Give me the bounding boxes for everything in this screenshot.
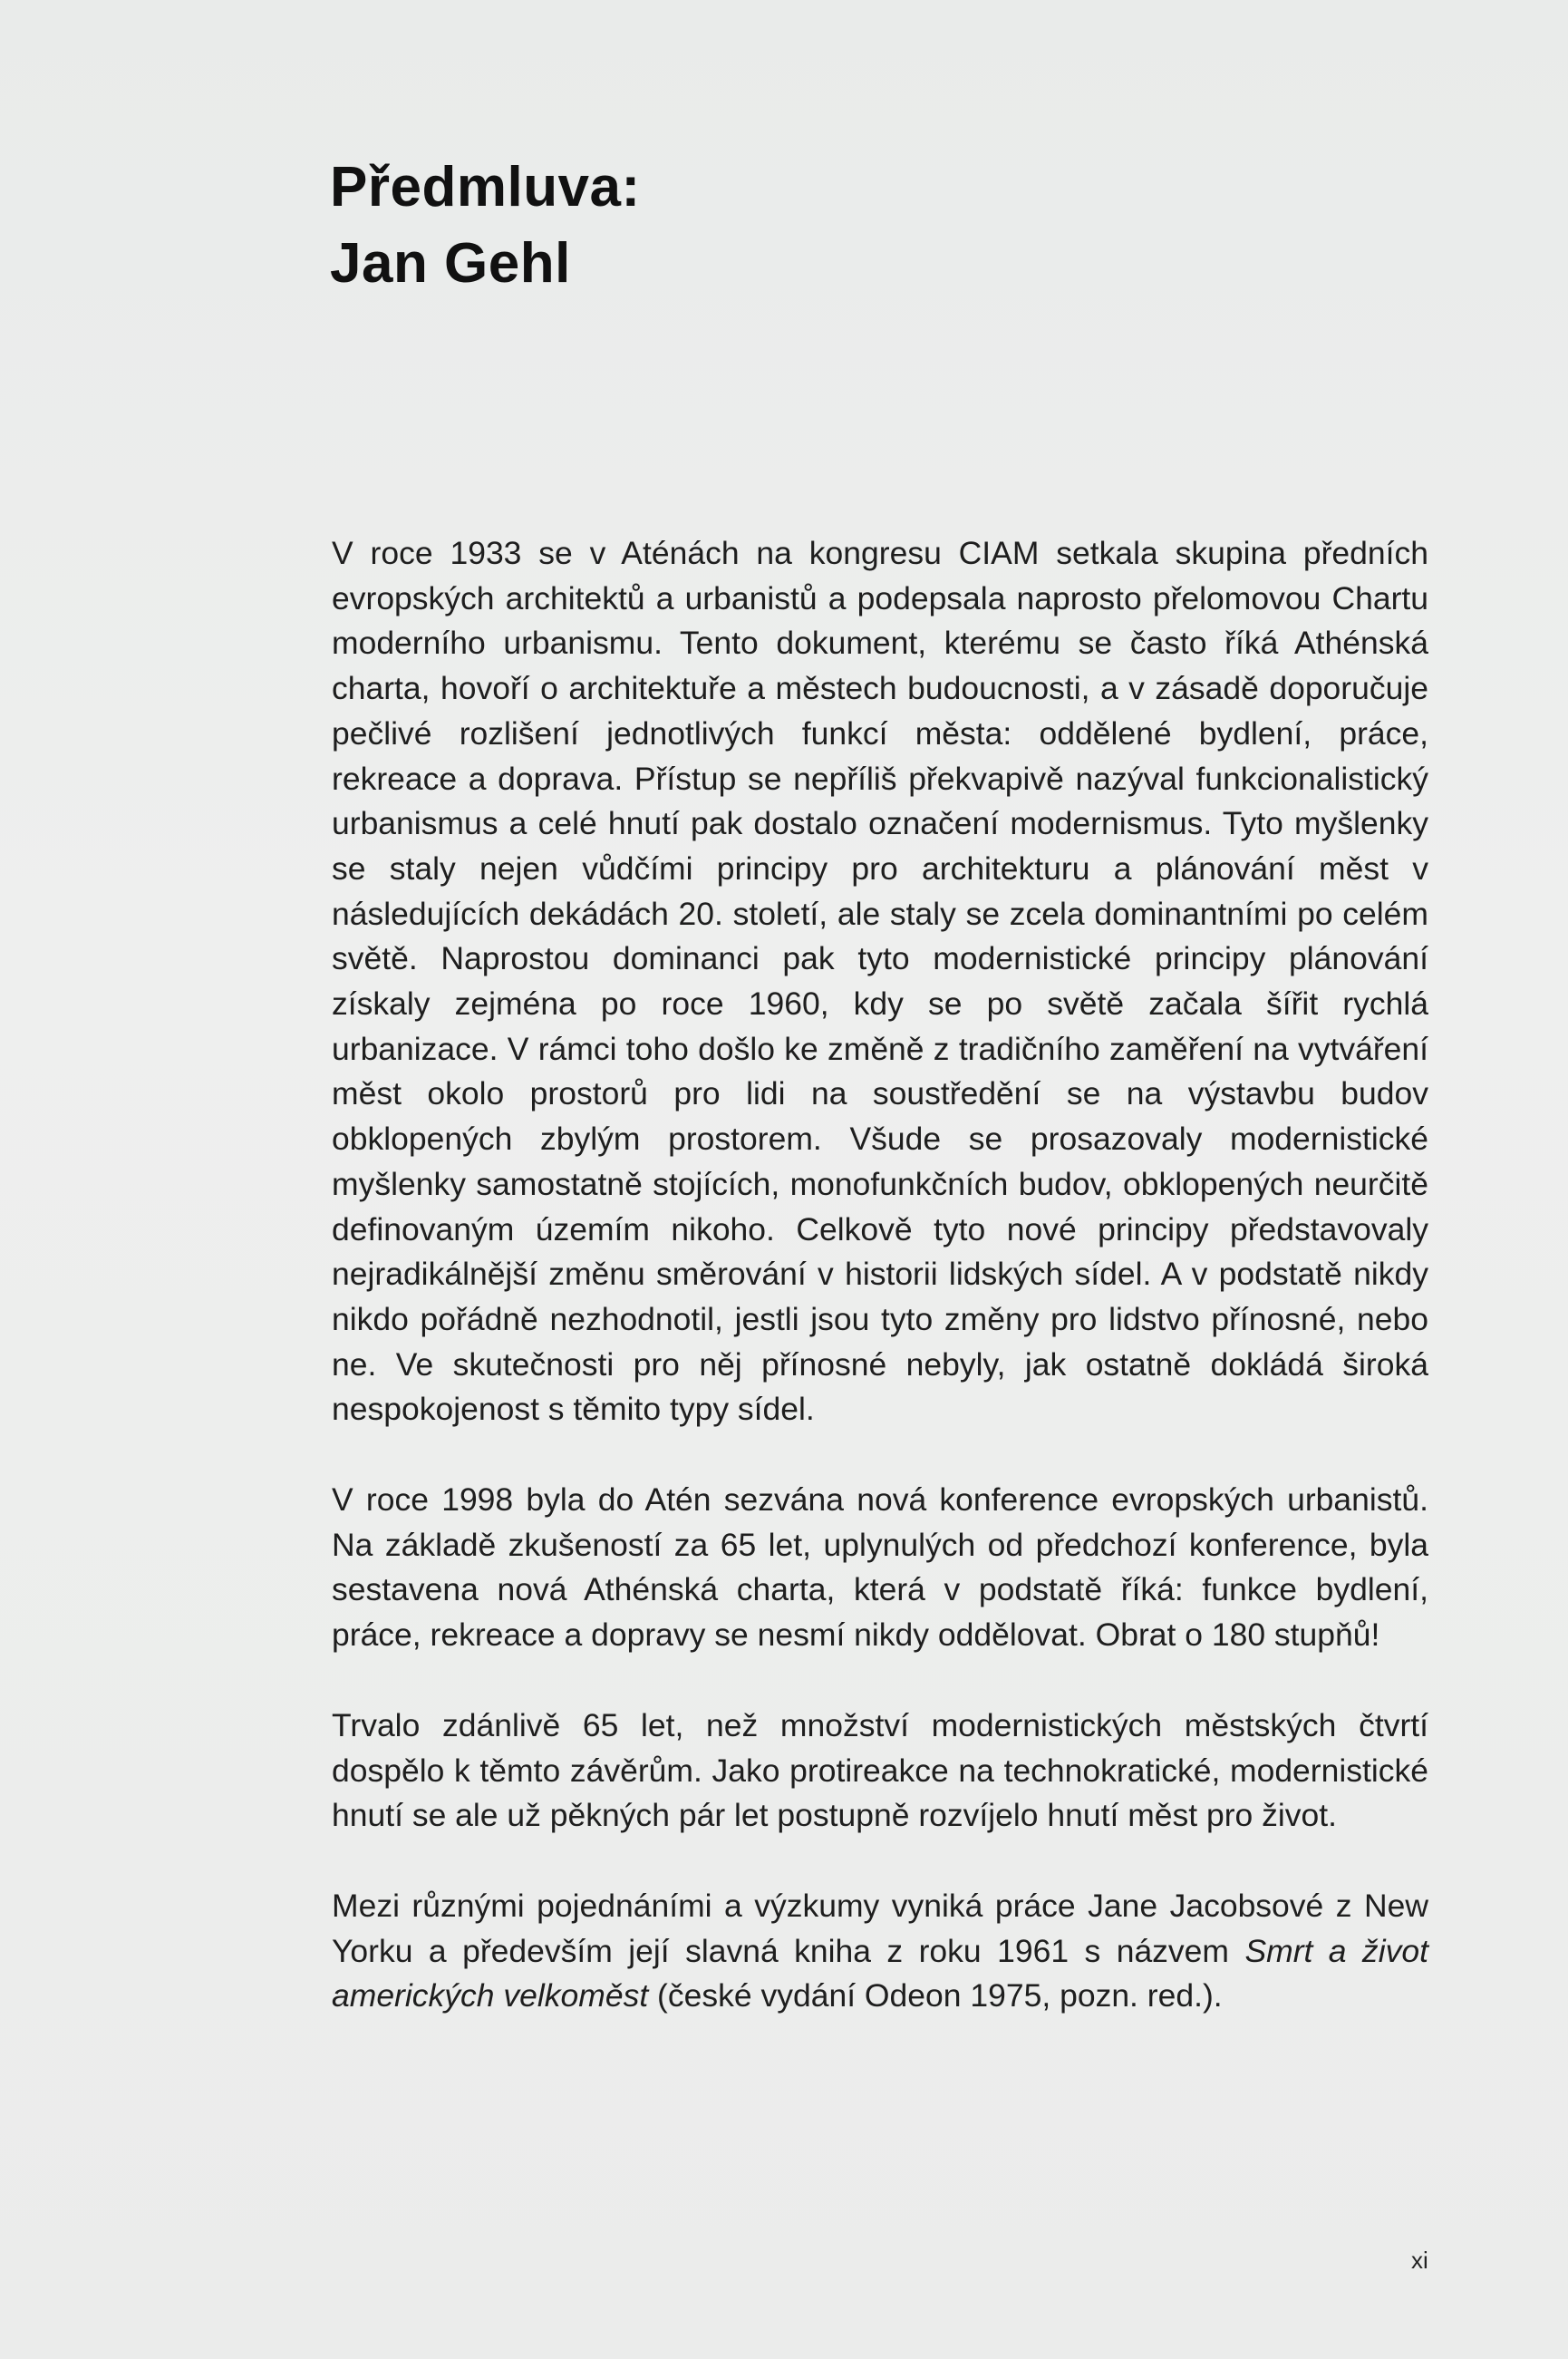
page-number: xi (1411, 2247, 1428, 2274)
title-line-2: Jan Gehl (330, 232, 571, 295)
title-line-1: Předmluva: (330, 156, 641, 218)
book-title-italic: Smrt a život amerických velkoměst (332, 1932, 1428, 2014)
body-text (332, 531, 1428, 2064)
paragraph-4 (332, 1884, 1428, 2019)
paragraph-1: V roce 1933 se v Aténách na kongresu CIAM setkala skupina předních evropských architektů a urbanistů a podepsala naprosto přelomovou Chartu moderního urbanismu. Tento dokument, kterému se často říká Athénská charta, hovoří o architektuře a městech budoucnosti, a v zásadě doporučuje pečlivé rozlišení jednotlivých funkcí města: oddělené bydlení, práce, rekreace a doprava. Přístup se nepříliš překvapivě nazýval funkcionalistický urbanismus a celé hnutí pak dostalo označení modernismus. Tyto myšlenky se staly nejen vůdčími principy pro architekturu a plánování měst v následujících dekádách 20. století, ale staly se zcela dominantními po celém světě. Naprostou dominanci pak tyto modernistické principy plánování získaly zejména po roce 1960, kdy se po světě začala šířit rychlá urbanizace. V rámci toho došlo ke změně z tradičního zaměření na vytváření měst okolo prostorů pro lidi na soustředění se na výstavbu budov obklopených zbylým prostorem. Všude se prosazovaly modernistické myšlenky samostatně stojících, monofunkčních budov, obklopených neurčitě definovaným územím nikoho. Celkově tyto nové principy představovaly nejradikálnější změnu směrování v historii lidských sídel. A v podstatě nikdy nikdo pořádně nezhodnotil, jestli jsou tyto změny pro lidstvo přínosné, nebo ne. Ve skutečnosti pro něj přínosné nebyly, jak ostatně dokládá široká nespokojenost s těmito typy sídel. (332, 535, 1428, 1428)
paragraph-2: V roce 1998 byla do Atén sezvána nová konference evropských urbanistů. Na základě zkušeností za 65 let, uplynulých od předchozí konference, byla sestavena nová Athénská charta, která v podstatě říká: funkce bydlení, práce, rekreace a dopravy se nesmí nikdy oddělovat. Obrat o 180 stupňů! (332, 1481, 1428, 1654)
page-title (330, 150, 641, 302)
paragraph-3: Trvalo zdánlivě 65 let, než množství modernistických městských čtvrtí dospělo k těmto závěrům. Jako protireakce na technokratické, modernistické hnutí se ale už pěkných pár let postupně rozvíjelo hnutí měst pro život. (332, 1706, 1428, 1834)
paragraph-4-text-after: (české vydání Odeon 1975, pozn. red.). (648, 1977, 1223, 2014)
paragraph-4-text-before: Mezi různými pojednáními a výzkumy vyniká práce Jane Jacobsové z New Yorku a především její slavná kniha z roku 1961 s názvem (332, 1887, 1428, 1969)
